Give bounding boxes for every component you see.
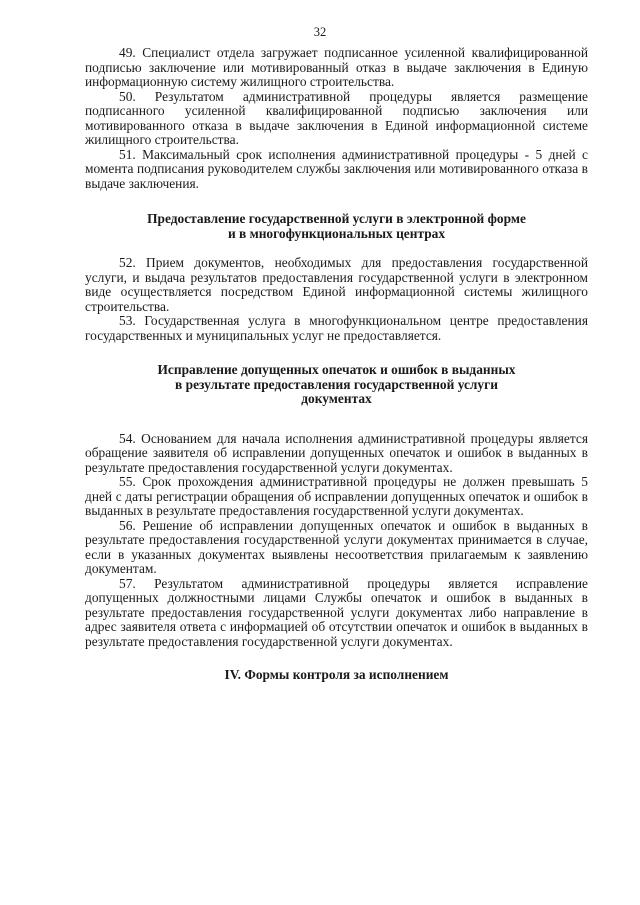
paragraph-50: 50. Результатом административной процедуры является размещение подписанного усиленной квалифицированной подписью заключения или мотивированного отказа в выдаче заключения в Единой информационной системе жилищного строительства. bbox=[85, 88, 588, 147]
paragraph-55: 55. Срок прохождения административной процедуры не должен превышать 5 дней с даты регистрации обращения об исправлении допущенных опечаток и ошибок в выданных в результате предоставления государственной услуги документах. bbox=[85, 474, 588, 518]
section-heading-electronic bbox=[85, 212, 588, 241]
paragraph-56: 56. Решение об исправлении допущенных опечаток и ошибок в выданных в результате предоставления государственной услуги документах принимается в случае, если в указанных документах выявлены несоответствия прилагаемым к заявлению документам. bbox=[85, 517, 588, 576]
section-heading-control: IV. Формы контроля за исполнением bbox=[224, 667, 449, 682]
paragraph-49: 49. Специалист отдела загружает подписанное усиленной квалифицированной подписью заключение или мотивированный отказ в выдаче заключения в Единую информационную систему жилищного строительства. bbox=[85, 45, 588, 89]
heading-line: Исправление допущенных опечаток и ошибок в выданных bbox=[157, 362, 516, 377]
heading-line: и в многофункциональных центрах bbox=[227, 225, 446, 241]
document-body bbox=[85, 46, 588, 683]
section-heading-corrections bbox=[85, 363, 588, 407]
paragraph-53: 53. Государственная услуга в многофункциональном центре предоставления государственных и муниципальных услуг не предоставляется. bbox=[85, 313, 588, 343]
heading-line: в результате предоставления государственной услуги bbox=[175, 376, 498, 392]
heading-line: документах bbox=[301, 391, 372, 406]
heading-line: Предоставление государственной услуги в электронной форме bbox=[147, 211, 526, 226]
paragraph-57: 57. Результатом административной процедуры является исправление допущенных должностными лицами Службы опечаток и ошибок в выданных в результате предоставления государственной услуги документах либо направление в адрес заявителя ответа с информацией об отсутствии опечаток и ошибок в выданных в результате предоставления государственной услуги документах. bbox=[85, 575, 588, 649]
paragraph-51: 51. Максимальный срок исполнения административной процедуры - 5 дней с момента подписания руководителем службы заключения или мотивированного отказа в выдаче заключения. bbox=[85, 146, 588, 191]
paragraph-54: 54. Основанием для начала исполнения административной процедуры является обращение заявителя об исправлении допущенных опечаток и ошибок в выданных в результате предоставления государственной услуги документах. bbox=[85, 430, 588, 475]
page-number: 32 bbox=[313, 25, 327, 39]
paragraph-52: 52. Прием документов, необходимых для предоставления государственной услуги, и выдача результатов предоставления государственной услуги в электронном виде осуществляется посредством Единой информационной системы жилищного строительства. bbox=[85, 255, 588, 314]
